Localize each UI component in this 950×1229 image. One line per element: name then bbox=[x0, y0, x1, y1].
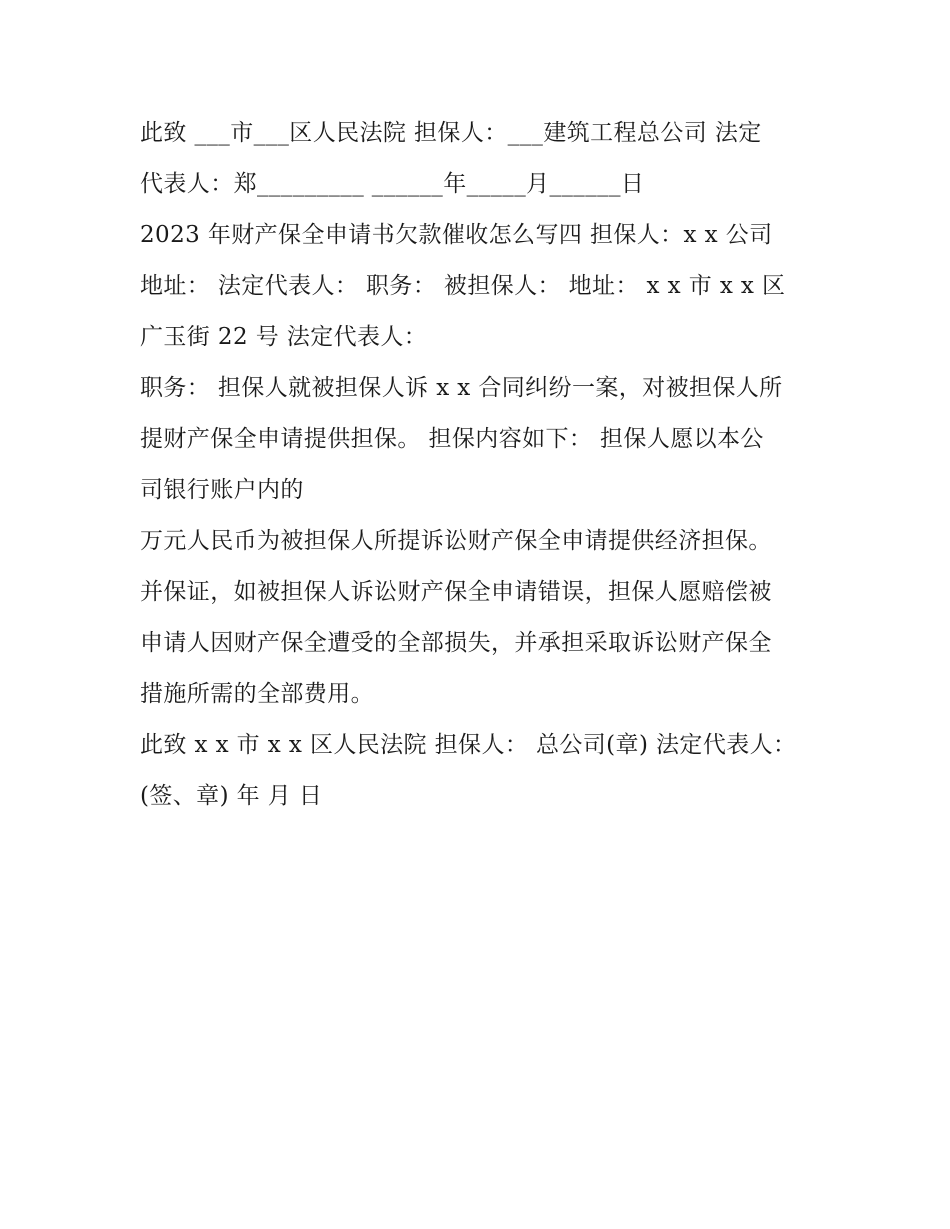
text-line-10: 并保证，如被担保人诉讼财产保全申请错误，担保人愿赔偿被 bbox=[140, 579, 772, 605]
text-line-1: 此致 ___市___区人民法院 担保人：___建筑工程总公司 法定 bbox=[140, 120, 762, 146]
text-line-6: 职务： 担保人就被担保人诉 x x 合同纠纷一案，对被担保人所 bbox=[140, 375, 783, 401]
text-line-12: 措施所需的全部费用。 bbox=[140, 681, 374, 707]
document-body bbox=[140, 108, 820, 822]
text-line-8: 司银行账户内的 bbox=[140, 477, 304, 503]
text-line-3: 2023 年财产保全申请书欠款催收怎么写四 担保人：x x 公司 bbox=[140, 222, 773, 248]
text-line-5: 广玉街 22 号 法定代表人： bbox=[140, 324, 428, 350]
text-line-9: 万元人民币为被担保人所提诉讼财产保全申请提供经济担保。 bbox=[140, 528, 772, 554]
text-line-13: 此致 x x 市 x x 区人民法院 担保人： 总公司(章) 法定代表人： bbox=[140, 732, 797, 758]
text-line-11: 申请人因财产保全遭受的全部损失，并承担采取诉讼财产保全 bbox=[140, 630, 772, 656]
text-line-7: 提财产保全申请提供担保。 担保内容如下： 担保人愿以本公 bbox=[140, 426, 764, 452]
text-line-2: 代表人：郑_________ ______年_____月______日 bbox=[140, 171, 645, 197]
text-line-4: 地址： 法定代表人： 职务： 被担保人： 地址： x x 市 x x 区 bbox=[140, 273, 786, 299]
text-line-14: (签、章) 年 月 日 bbox=[140, 783, 323, 809]
